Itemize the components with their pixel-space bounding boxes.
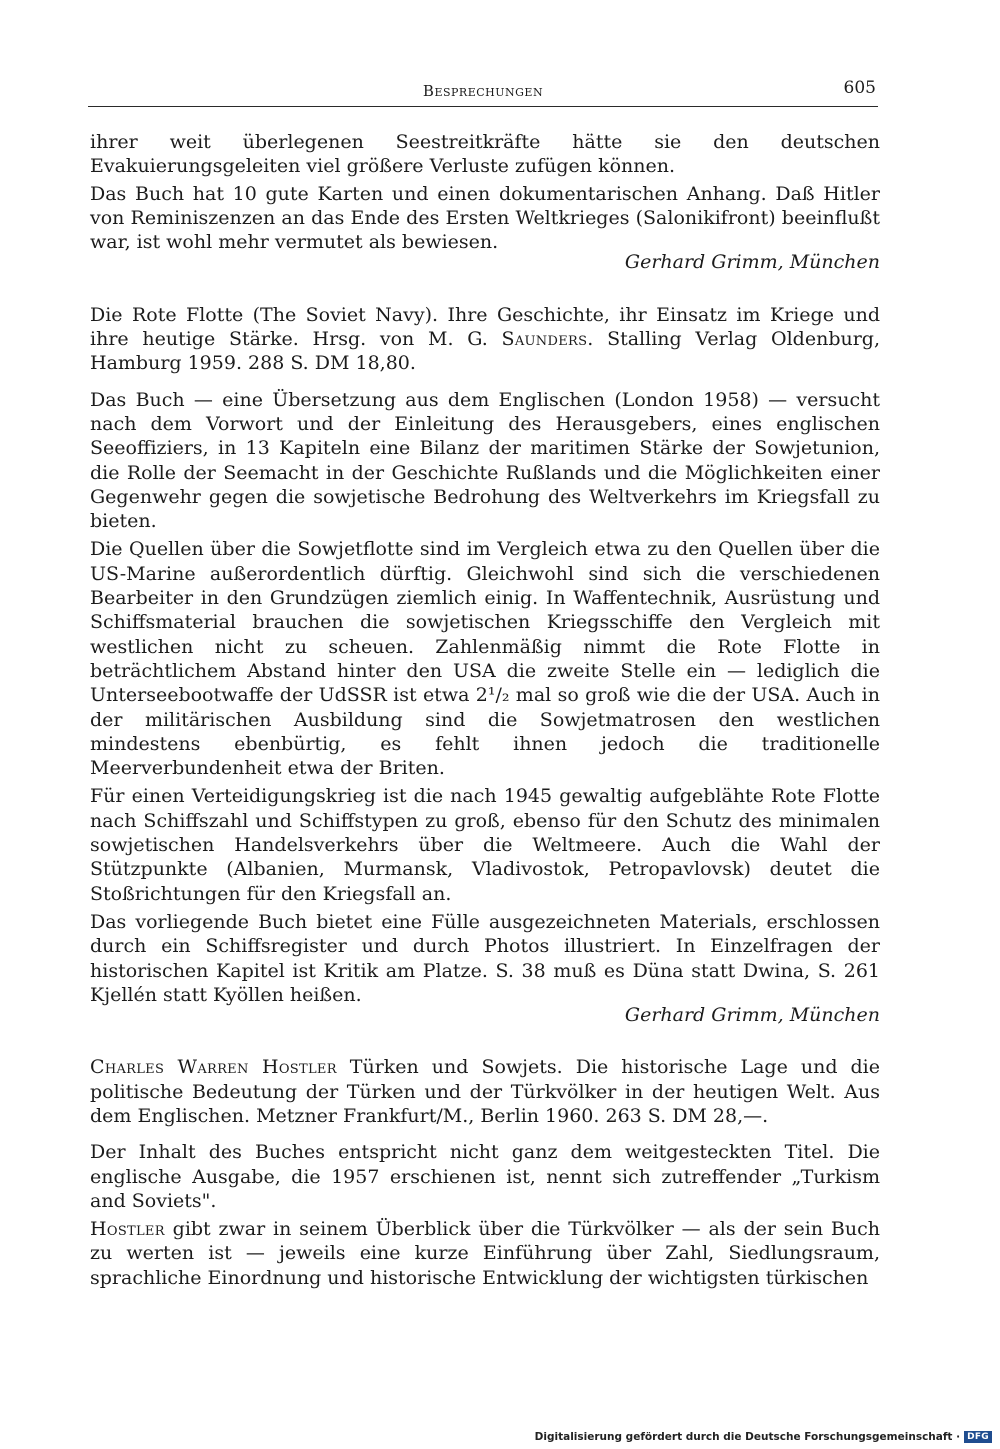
review2-paragraph-1: Das Buch — eine Übersetzung aus dem Englischen (London 1958) — versucht nach dem Vorwort und der Einleitung des Herausgebers, eines englischen Seeoffiziers, in 13 Kapiteln eine Bilanz der maritimen Stärke der Sowjetunion, die Rolle der Seemacht in der Geschichte Rußlands und die Möglichkeiten einer Gegenwehr gegen die sowjetische Bedrohung des Weltverkehrs im Kriegsfall zu bieten. (90, 388, 880, 533)
section-gap (90, 275, 880, 303)
running-header-title: Besprechungen (422, 82, 544, 100)
review1-continuation: ihrer weit überlegenen Seestreitkräfte hätte sie den deutschen Evakuierungsgeleiten viel größere Verluste zufügen können. (90, 131, 880, 178)
review2-paragraph-2: Die Quellen über die Sowjetflotte sind im Vergleich etwa zu den Quellen über die US-Marine außerordentlich dürftig. Gleichwohl sind sich die verschiedenen Bearbeiter in den Grundzügen ziemlich einig. In Waffentechnik, Ausrüstung und Schiffsmaterial brauchen die sowjetischen Kriegsschiffe den Vergleich mit westlichen nicht zu scheuen. Zahlenmäßig nimmt die Rote Flotte in beträchtlichem Abstand hinter den USA die zweite Stelle ein — lediglich die Unterseebootwaffe der UdSSR ist etwa 2¹/₂ mal so groß wie die der USA. Auch in der militärischen Ausbildung sind die Sowjetmatrosen den westlichen mindestens ebenbürtig, es fehlt ihnen jedoch die traditionelle Meerverbundenheit etwa der Briten. (90, 538, 880, 780)
review2-entry-publisher: . Stalling Verlag Oldenburg, Hamburg 1959. 288 S. DM 18,80. (90, 328, 881, 375)
body-text (90, 130, 880, 1294)
review3-bibliographic-entry (90, 1055, 880, 1128)
page-number: 605 (843, 78, 876, 98)
review3-entry-title: Türken und Sowjets. Die historische Lage und die politische Bedeutung der Türken und der Türkvölker in der heutigen Welt. Aus dem Englischen. Metzner Frankfurt/M., Berlin 1960. 263 S. DM 28,—. (90, 1056, 880, 1127)
section-gap (90, 1027, 880, 1055)
footer-text: Digitalisierung gefördert durch die Deutsche Forschungsgemeinschaft · (534, 1431, 961, 1443)
review1-paragraph: Das Buch hat 10 gute Karten und einen dokumentarischen Anhang. Daß Hitler von Reminiszenzen an das Ende des Ersten Weltkrieges (Salonikifront) beeinflußt war, ist wohl mehr vermutet als bewiesen. (90, 182, 880, 254)
review2-editor: Saunders (501, 328, 588, 351)
review3-paragraph-1: Der Inhalt des Buches entspricht nicht ganz dem weitgesteckten Titel. Die englische Ausgabe, die 1957 erschienen ist, nennt sich zutreffender „Turkism and Soviets". (90, 1141, 880, 1212)
review2-paragraph-3: Für einen Verteidigungskrieg ist die nach 1945 gewaltig aufgeblähte Rote Flotte nach Schiffszahl und Schiffstypen zu groß, ebenso für den Schutz des minimalen sowjetischen Handelsverkehrs über die Weltmeere. Auch die Wahl der Stützpunkte (Albanien, Murmansk, Vladivostok, Petropavlovsk) deutet die Stoßrichtungen für den Kriegsfall an. (90, 785, 880, 905)
running-header (88, 78, 878, 107)
review2-entry-title: Die Rote Flotte (The Soviet Navy). Ihre Geschichte, ihr Einsatz im Kriege und ihre heutige Stärke. Hrsg. von M. G. (90, 303, 880, 351)
review3-paragraph-2-text: gibt zwar in seinem Überblick über die Türkvölker — als der sein Buch zu werten ist — jeweils eine kurze Einführung über Zahl, Siedlungsraum, sprachliche Einordnung und historische Entwicklung der wichtigsten türkischen (90, 1218, 880, 1289)
dfg-logo: DFG (964, 1431, 992, 1443)
digitization-footer (535, 1431, 992, 1443)
review1-reviewer: Gerhard Grimm, München (624, 251, 880, 274)
review2-bibliographic-entry (90, 303, 880, 376)
review3-paragraph-2 (90, 1217, 880, 1290)
review2-paragraph-4: Das vorliegende Buch bietet eine Fülle ausgezeichneten Materials, erschlossen durch ein Schiffsregister und durch Photos illustriert. In Einzelfragen der historischen Kapitel ist Kritik am Platze. S. 38 muß es Düna statt Dwina, S. 261 Kjellén statt Kyöllen heißen. (90, 910, 880, 1006)
review2-reviewer: Gerhard Grimm, München (624, 1004, 880, 1027)
review3-paragraph-author: Hostler (90, 1218, 165, 1241)
review3-author: Charles Warren Hostler (90, 1056, 337, 1079)
